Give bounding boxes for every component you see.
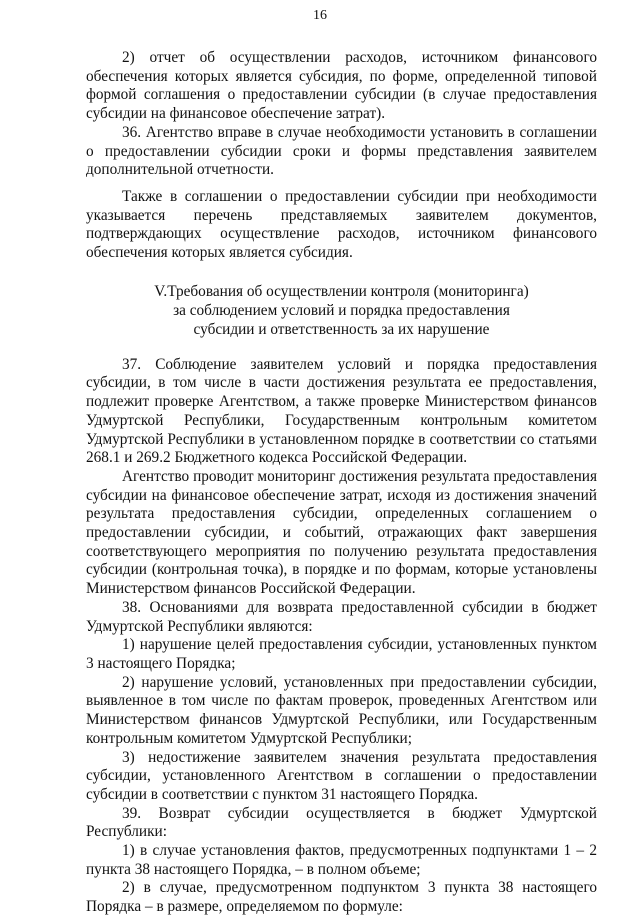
paragraph-37: 37. Соблюдение заявителем условий и порядка предоставления субсидии, в том числе в части достижения результата ее предоставления, подлежит проверке Агентством, а также проверке Министерством финансов Удмуртской Республики, Государственным контрольным комитетом Удмуртской Республики в установленном порядке в соответствии со статьями 268.1 и 269.2 Бюджетного кодекса Российской Федерации. <box>86 355 597 467</box>
paragraph-report-item-2: 2) отчет об осуществлении расходов, источником финансового обеспечения которых является субсидия, по форме, определенной типовой формой соглашения о предоставлении субсидии (в случае предоставления субсидии на финансовое обеспечение затрат). <box>86 49 597 123</box>
section-heading-line-3: субсидии и ответственность за их нарушение <box>193 320 490 338</box>
section-heading <box>86 282 597 339</box>
paragraph-monitoring: Агентство проводит мониторинг достижения результата предоставления субсидии на финансовое обеспечение затрат, исходя из достижения значений результата предоставления субсидии, определенных соглашением о предоставлении субсидии, и событий, отражающих факт завершения соответствующего мероприятия по получению результата предоставления субсидии (контрольная точка), в порядке и по формам, которые установлены Министерством финансов Российской Федерации. <box>86 467 597 598</box>
paragraph-38-item-3: 3) недостижение заявителем значения результата предоставления субсидии, установленного Агентством в соглашении о предоставлении субсидии в соответствии с пунктом 31 настоящего Порядка. <box>86 748 597 803</box>
page-number: 16 <box>313 8 327 23</box>
section-heading-line-2: за соблюдением условий и порядка предоставления <box>173 301 510 319</box>
paragraph-agreement-documents: Также в соглашении о предоставлении субсидии при необходимости указывается перечень представляемых заявителем документов, подтверждающих осуществление расходов, источником финансового обеспечения которых является субсидия. <box>86 187 597 262</box>
paragraph-39-item-2: 2) в случае, предусмотренном подпунктом 3 пункта 38 настоящего Порядка – в размере, определяемом по формуле: <box>86 879 597 916</box>
paragraph-38-item-2: 2) нарушение условий, установленных при предоставлении субсидии, выявленное в том числе по фактам проверок, проведенных Агентством или Министерством финансов Удмуртской Республики, или Государственным контрольным комитетом Удмуртской Республики; <box>86 673 597 747</box>
paragraph-39-item-1: 1) в случае установления фактов, предусмотренных подпунктами 1 – 2 пункта 38 настоящего Порядка, – в полном объеме; <box>86 842 597 878</box>
paragraph-38-item-1: 1) нарушение целей предоставления субсидии, установленных пунктом 3 настоящего Порядка; <box>86 636 597 672</box>
document-body <box>86 49 597 917</box>
section-heading-line-1: V.Требования об осуществлении контроля (мониторинга) <box>154 282 529 300</box>
paragraph-38: 38. Основаниями для возврата предоставленной субсидии в бюджет Удмуртской Республики являются: <box>86 598 597 635</box>
paragraph-36: 36. Агентство вправе в случае необходимости установить в соглашении о предоставлении субсидии сроки и формы представления заявителем дополнительной отчетности. <box>86 123 597 179</box>
paragraph-39: 39. Возврат субсидии осуществляется в бюджет Удмуртской Республики: <box>86 804 597 841</box>
